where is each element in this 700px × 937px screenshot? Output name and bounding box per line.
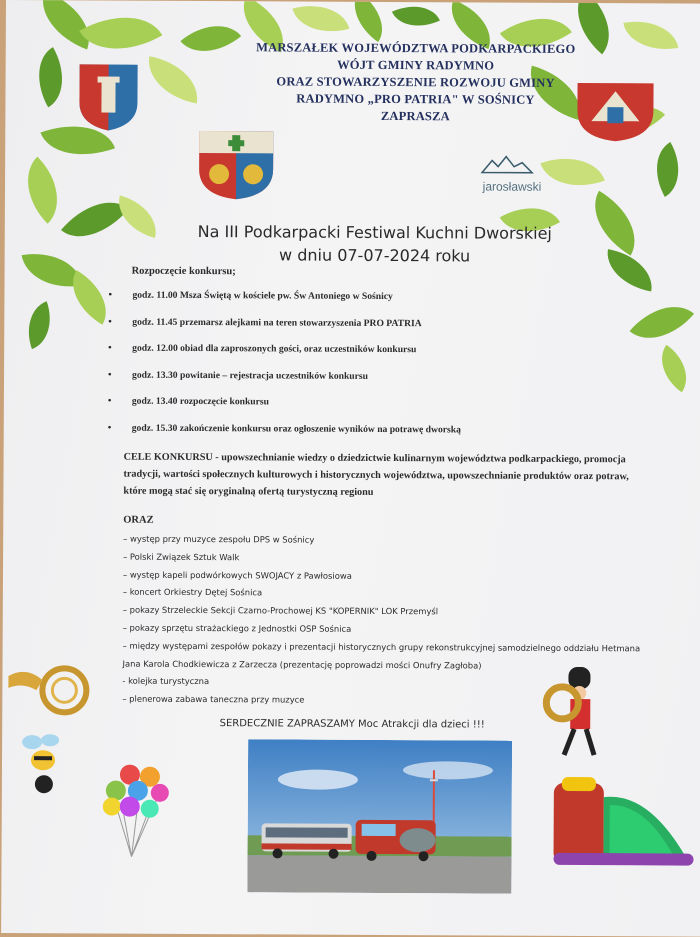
closing-invitation: SERDECZNIE ZAPRASZAMY Moc Atrakcji dla dzieci !!! (182, 718, 522, 731)
schedule-text: godz. 11.00 Msza Świętą w kościele pw. Św Antoniego w Sośnicy (132, 290, 392, 302)
festival-title (155, 220, 595, 268)
schedule-item (104, 369, 604, 398)
activity-item: – między występami zespołów pokazy i prezentacji historycznych grupy rekonstrukcyjnej samodzielnego oddziału Hetmana (123, 637, 683, 658)
bee-cartoon-icon (20, 732, 66, 801)
schedule-item (104, 396, 604, 425)
organizers-header (195, 39, 635, 126)
bullet-icon: • (108, 343, 112, 354)
podkarpackie-coat-of-arms-icon (197, 129, 275, 201)
goals-line: które mogą stać się oryginalną ofertą turystyczną regionu (123, 483, 663, 503)
activity-item: – występ przy muzyce zespołu DPS w Sośnicy (123, 531, 683, 552)
schedule-text: godz. 11.45 przemarsz alejkami na teren stowarzyszenia PRO PATRIA (132, 316, 421, 329)
inflatable-slide-icon (549, 771, 696, 877)
goals-line: tradycji, wartości społecznych kulturowych i historycznych województwa, upowszechnianie produktów oraz potraw, (123, 466, 663, 486)
tourist-train-photo (247, 739, 512, 893)
schedule-item (104, 422, 604, 451)
start-label: Rozpoczęcie konkursu; (132, 266, 236, 278)
header-line: RADYMNO „PRO PATRIA" W SOŚNICY (195, 90, 635, 109)
bullet-icon: • (108, 369, 112, 380)
activity-item: – występ kapeli podwórkowych SWOJACY z Pawłosiowa (123, 566, 683, 587)
activity-item: – pokazy sprzętu strażackiego z Jednostki OSP Sośnica (123, 620, 683, 641)
title-line-2: w dniu 07-07-2024 roku (155, 243, 595, 268)
bullet-icon: • (108, 290, 112, 301)
jaroslawski-brand-logo (467, 152, 557, 193)
brand-name: jarosławski (467, 179, 557, 193)
schedule-list (104, 290, 605, 452)
bullet-icon: • (108, 396, 112, 407)
header-line: MARSZAŁEK WOJEWÓDZTWA PODKARPACKIEGO (196, 39, 636, 58)
poster (1, 0, 700, 937)
french-horn-icon (6, 656, 98, 723)
bullet-icon: • (108, 422, 112, 433)
oraz-label: ORAZ (123, 515, 153, 526)
title-line-1: Na III Podkarpacki Festiwal Kuchni Dworskiej (155, 220, 595, 245)
gmina-radymno-coat-of-arms-icon (77, 62, 139, 132)
header-line: ZAPRASZA (195, 107, 635, 126)
activity-item: - kolejka turystyczna (122, 673, 682, 694)
leaves-decoration-top-right (6, 0, 700, 4)
goals-line: CELE KONKURSU - upowszechnianie wiedzy o dziedzictwie kulinarnym województwa podkarpackiego, promocja (124, 449, 664, 469)
header-line: WÓJT GMINY RADYMNO (196, 56, 636, 75)
activity-item: – koncert Orkiestry Dętej Sośnica (123, 584, 683, 605)
balloons-icon (101, 765, 174, 866)
schedule-text: godz. 12.00 obiad dla zaproszonych gości, oraz uczestników konkursu (132, 343, 416, 355)
activity-item: – Polski Związek Sztuk Walk (123, 548, 683, 569)
activity-item: – pokazy Strzeleckie Sekcji Czarno-Prochowej KS "KOPERNIK" LOK Przemyśl (123, 602, 683, 623)
schedule-item (104, 316, 604, 345)
schedule-text: godz. 15.30 zakończenie konkursu oraz ogłoszenie wyników na potrawę dworską (132, 422, 461, 435)
skyline-icon (472, 152, 552, 174)
schedule-text: godz. 13.40 rozpoczęcie konkursu (132, 396, 269, 408)
schedule-text: godz. 13.30 powitanie – rejestracja uczestników konkursu (132, 369, 368, 381)
bullet-icon: • (108, 316, 112, 327)
schedule-item (104, 290, 604, 319)
activity-item: – plenerowa zabawa taneczna przy muzyce (122, 691, 682, 712)
header-line: ORAZ STOWARZYSZENIE ROZWOJU GMINY (196, 73, 636, 92)
contest-goals (123, 449, 663, 503)
schedule-item (104, 343, 604, 372)
tuba-player-icon (542, 665, 609, 770)
activity-item: Jana Karola Chodkiewicza z Zarzecza (prezentację poprowadzi mości Onufry Zagłoba) (122, 655, 682, 676)
